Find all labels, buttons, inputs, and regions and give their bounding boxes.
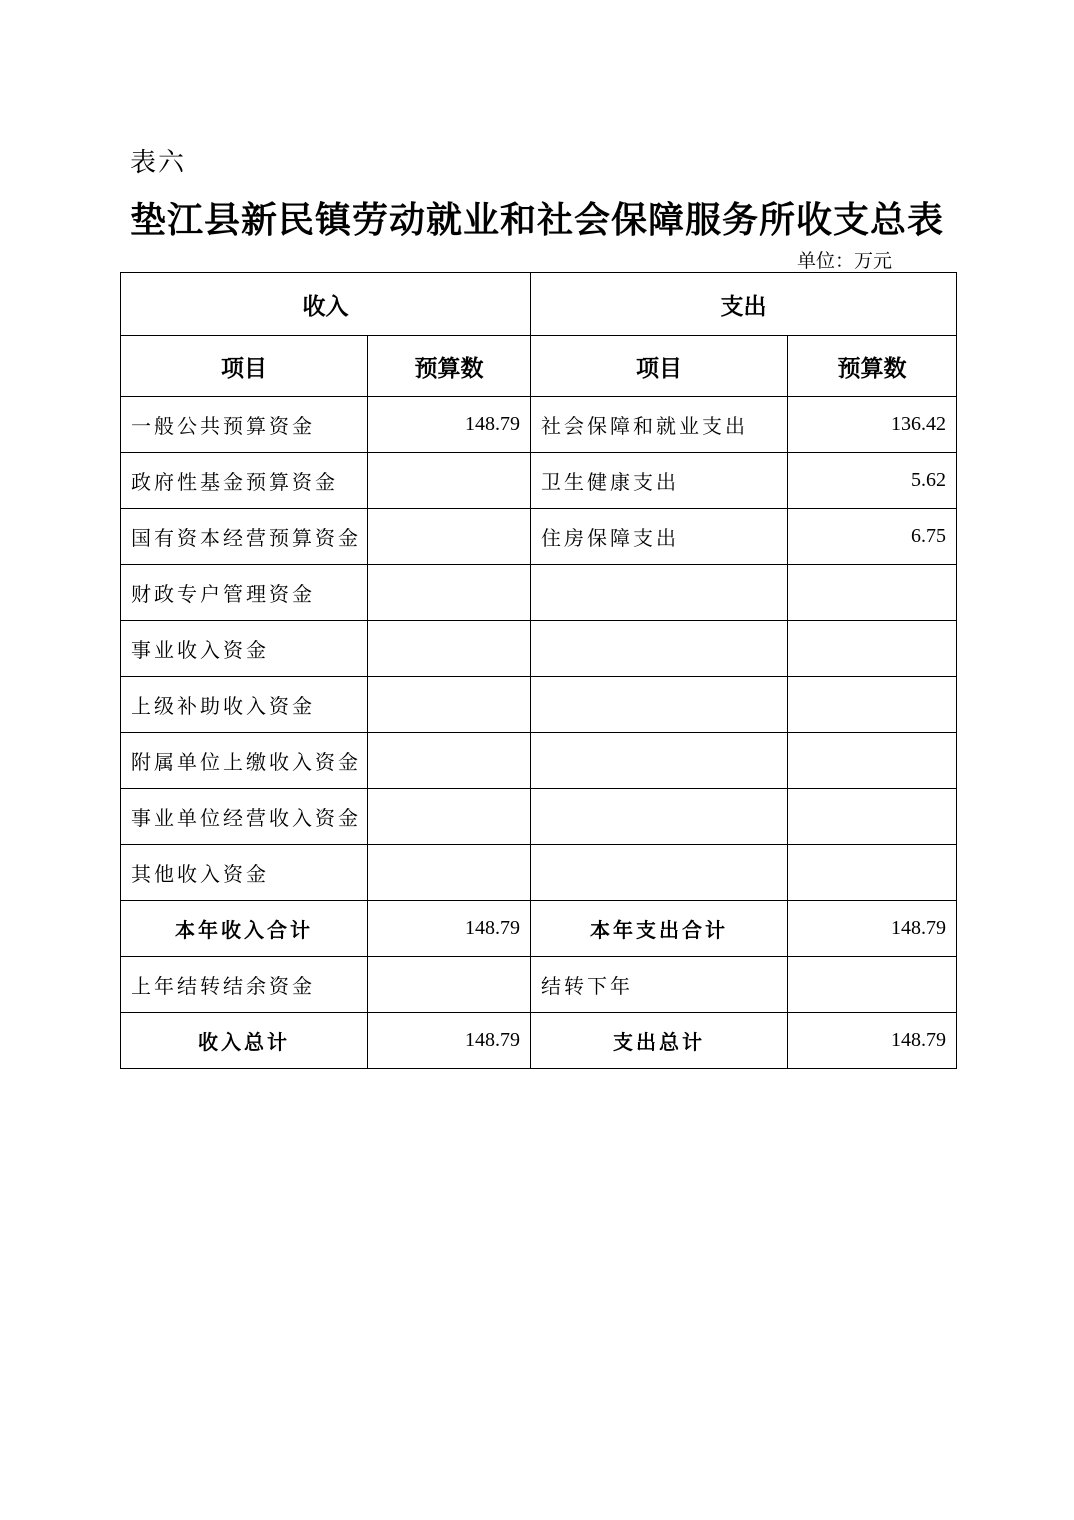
table-row <box>121 677 957 733</box>
income-item-column-header: 项目 <box>121 336 368 397</box>
expense-value: 5.62 <box>788 453 957 509</box>
expense-item: 社会保障和就业支出 <box>531 397 788 453</box>
income-value <box>368 565 531 621</box>
page-title: 垫江县新民镇劳动就业和社会保障服务所收支总表 <box>129 199 944 241</box>
column-header-row <box>121 336 957 397</box>
expense-value <box>788 677 957 733</box>
expense-value <box>788 789 957 845</box>
expense-total-value: 148.79 <box>788 1013 957 1069</box>
table-row <box>121 397 957 453</box>
income-value <box>368 509 531 565</box>
expense-subtotal-value: 148.79 <box>788 901 957 957</box>
expense-subtotal-label: 本年支出合计 <box>531 901 788 957</box>
income-item: 附属单位上缴收入资金 <box>121 733 368 789</box>
table-row <box>121 845 957 901</box>
expense-value <box>788 621 957 677</box>
expense-carryover-value <box>788 957 957 1013</box>
expense-item <box>531 565 788 621</box>
expense-total-label: 支出总计 <box>531 1013 788 1069</box>
income-item: 其他收入资金 <box>121 845 368 901</box>
expense-group-header: 支出 <box>531 273 957 336</box>
income-item: 政府性基金预算资金 <box>121 453 368 509</box>
table-number-label: 表六 <box>130 148 187 178</box>
expense-item <box>531 621 788 677</box>
income-item: 事业收入资金 <box>121 621 368 677</box>
expense-item <box>531 789 788 845</box>
table-row <box>121 565 957 621</box>
income-subtotal-value: 148.79 <box>368 901 531 957</box>
income-subtotal-label: 本年收入合计 <box>121 901 368 957</box>
income-total-label: 收入总计 <box>121 1013 368 1069</box>
expense-value: 136.42 <box>788 397 957 453</box>
income-value <box>368 845 531 901</box>
expense-value: 6.75 <box>788 509 957 565</box>
expense-item <box>531 677 788 733</box>
expense-item <box>531 733 788 789</box>
income-value <box>368 621 531 677</box>
income-value <box>368 677 531 733</box>
expense-value <box>788 733 957 789</box>
table-row <box>121 733 957 789</box>
income-item: 事业单位经营收入资金 <box>121 789 368 845</box>
table-row <box>121 789 957 845</box>
income-value <box>368 789 531 845</box>
income-item: 上级补助收入资金 <box>121 677 368 733</box>
income-total-value: 148.79 <box>368 1013 531 1069</box>
unit-label: 单位：万元 <box>797 250 893 272</box>
total-row <box>121 1013 957 1069</box>
income-carryover-value <box>368 957 531 1013</box>
income-item: 国有资本经营预算资金 <box>121 509 368 565</box>
expense-item <box>531 845 788 901</box>
expense-carryover-label: 结转下年 <box>531 957 788 1013</box>
income-item: 一般公共预算资金 <box>121 397 368 453</box>
expense-budget-column-header: 预算数 <box>788 336 957 397</box>
income-value <box>368 453 531 509</box>
income-item: 财政专户管理资金 <box>121 565 368 621</box>
table-row <box>121 453 957 509</box>
table-row <box>121 621 957 677</box>
expense-item: 卫生健康支出 <box>531 453 788 509</box>
expense-item-column-header: 项目 <box>531 336 788 397</box>
income-group-header: 收入 <box>121 273 531 336</box>
carryover-row <box>121 957 957 1013</box>
income-carryover-label: 上年结转结余资金 <box>121 957 368 1013</box>
expense-item: 住房保障支出 <box>531 509 788 565</box>
income-value <box>368 733 531 789</box>
table-row <box>121 509 957 565</box>
subtotal-row <box>121 901 957 957</box>
expense-value <box>788 845 957 901</box>
expense-value <box>788 565 957 621</box>
income-value: 148.79 <box>368 397 531 453</box>
budget-summary-table <box>120 272 957 1069</box>
group-header-row <box>121 273 957 336</box>
income-budget-column-header: 预算数 <box>368 336 531 397</box>
